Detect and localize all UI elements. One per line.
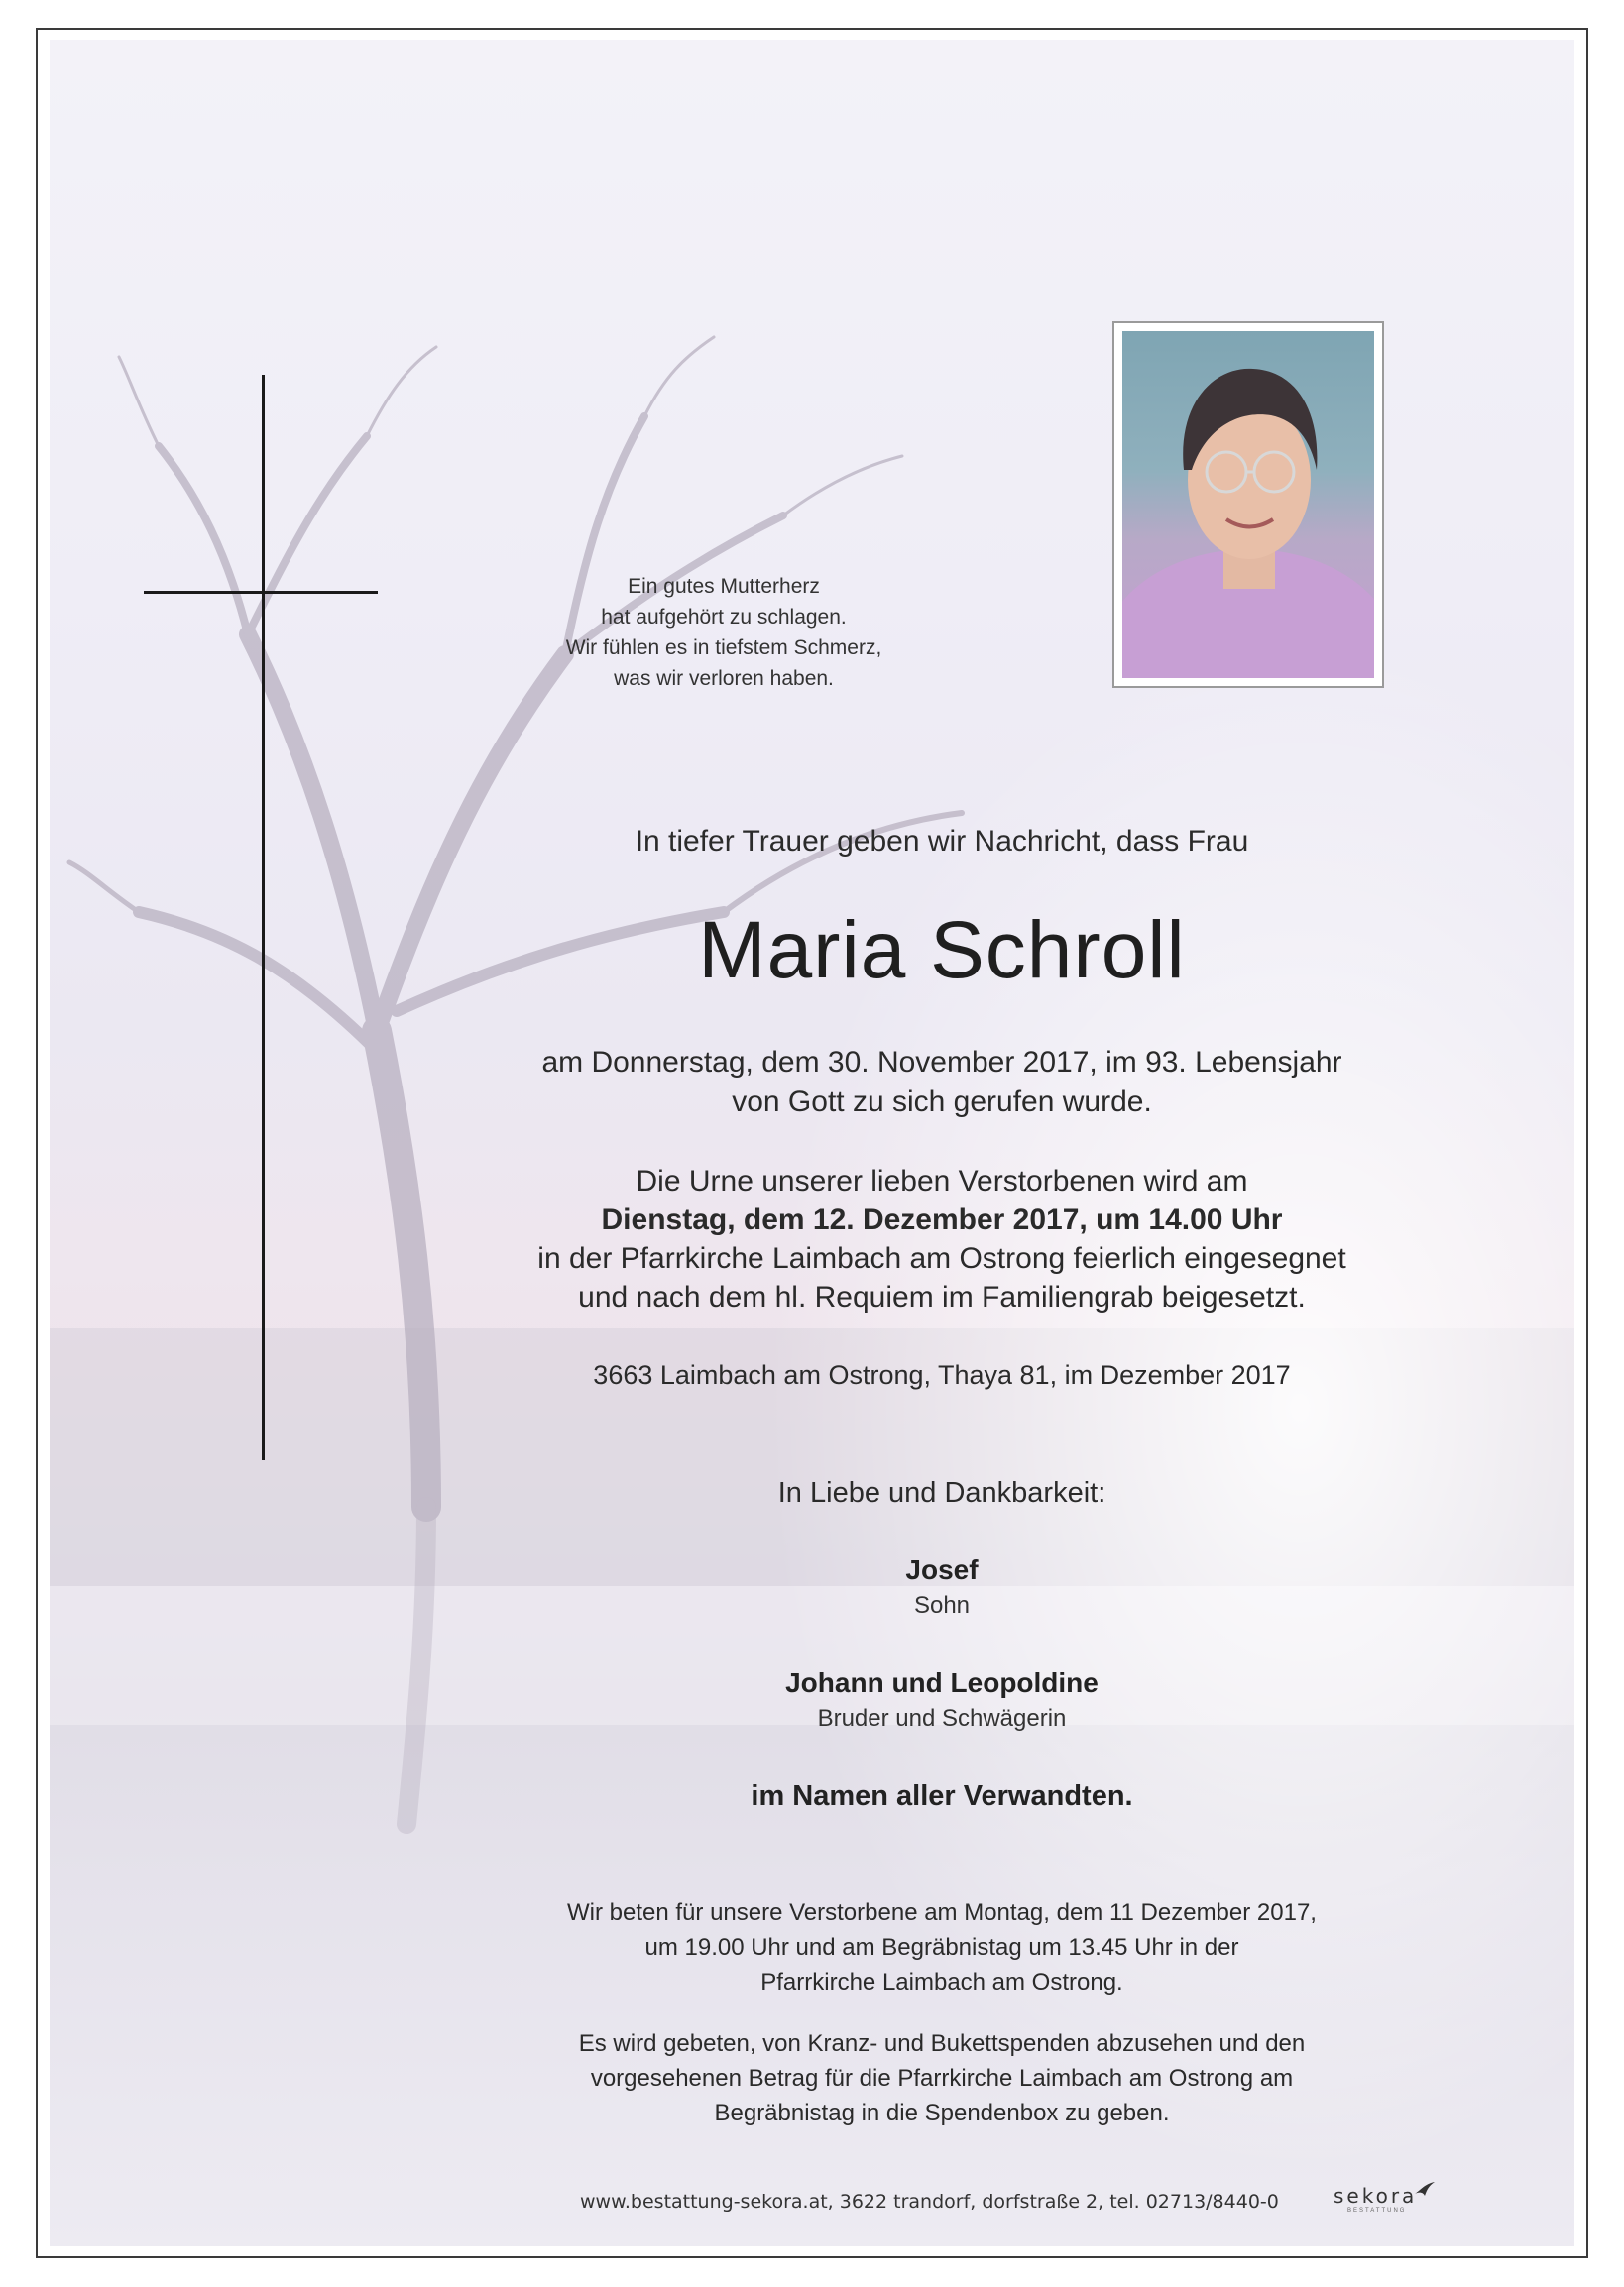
sekora-logo xyxy=(1334,2184,1452,2220)
verse-line: was wir verloren haben. xyxy=(614,667,834,690)
thanks-heading: In Liebe und Dankbarkeit: xyxy=(777,1477,1106,1509)
donation-line: Begräbnistag in die Spendenbox zu geben. xyxy=(714,2100,1170,2126)
funeral-line: in der Pfarrkirche Laimbach am Ostrong feierlich eingesegnet xyxy=(537,1242,1346,1275)
funeral-line: und nach dem hl. Requiem im Familiengrab beigesetzt. xyxy=(578,1281,1306,1314)
funeral-date-bold: Dienstag, dem 12. Dezember 2017, um 14.00 Uhr xyxy=(601,1203,1283,1236)
portrait-frame xyxy=(1112,321,1384,688)
closing-line: im Namen aller Verwandten. xyxy=(751,1780,1133,1812)
mourner-relation: Bruder und Schwägerin xyxy=(817,1705,1067,1732)
mourner-name: Johann und Leopoldine xyxy=(785,1667,1099,1698)
portrait-photo xyxy=(1122,331,1374,678)
place-date: 3663 Laimbach am Ostrong, Thaya 81, im Dezember 2017 xyxy=(593,1360,1291,1390)
verse-line: hat aufgehört zu schlagen. xyxy=(601,606,847,629)
death-info-line: von Gott zu sich gerufen wurde. xyxy=(732,1086,1152,1118)
bird-icon xyxy=(1413,2180,1437,2198)
donation-info xyxy=(496,2026,1388,2130)
logo-subtitle: BESTATTUNG xyxy=(1347,2208,1407,2214)
mourner xyxy=(496,1554,1388,1620)
mourner xyxy=(496,1667,1388,1733)
deceased-name: Maria Schroll xyxy=(698,905,1186,995)
funeral-date xyxy=(496,1201,1388,1239)
funeral-info xyxy=(496,1162,1388,1316)
death-info-line: am Donnerstag, dem 30. November 2017, im 93. Lebensjahr xyxy=(541,1046,1342,1079)
donation-line: Es wird gebeten, von Kranz- und Bukettspenden abzusehen und den xyxy=(578,2030,1306,2057)
death-info xyxy=(496,1043,1388,1122)
donation-line: vorgesehenen Betrag für die Pfarrkirche Laimbach am Ostrong am xyxy=(590,2065,1294,2092)
prayer-line: Wir beten für unsere Verstorbene am Montag, dem 11 Dezember 2017, xyxy=(567,1899,1317,1926)
verse-line: Wir fühlen es in tiefstem Schmerz, xyxy=(565,636,882,659)
intro-text: In tiefer Trauer geben wir Nachricht, dass Frau xyxy=(635,825,1249,858)
cross-horizontal xyxy=(144,591,378,594)
cross-vertical xyxy=(262,375,265,1460)
portrait-illustration xyxy=(1122,331,1374,678)
mourner-name: Josef xyxy=(905,1554,979,1585)
funeral-line: Die Urne unserer lieben Verstorbenen wird am xyxy=(636,1165,1248,1198)
mourner-relation: Sohn xyxy=(913,1592,971,1619)
footer-contact: www.bestattung-sekora.at, 3622 trandorf, dorfstraße 2, tel. 02713/8440-0 xyxy=(580,2191,1279,2213)
verse-line: Ein gutes Mutterherz xyxy=(628,575,820,598)
prayer-info xyxy=(496,1895,1388,2000)
memorial-verse xyxy=(535,571,912,694)
logo-name: sekora xyxy=(1334,2184,1418,2208)
prayer-line: um 19.00 Uhr und am Begräbnistag um 13.45 Uhr in der xyxy=(644,1934,1239,1961)
prayer-line: Pfarrkirche Laimbach am Ostrong. xyxy=(760,1969,1123,1996)
